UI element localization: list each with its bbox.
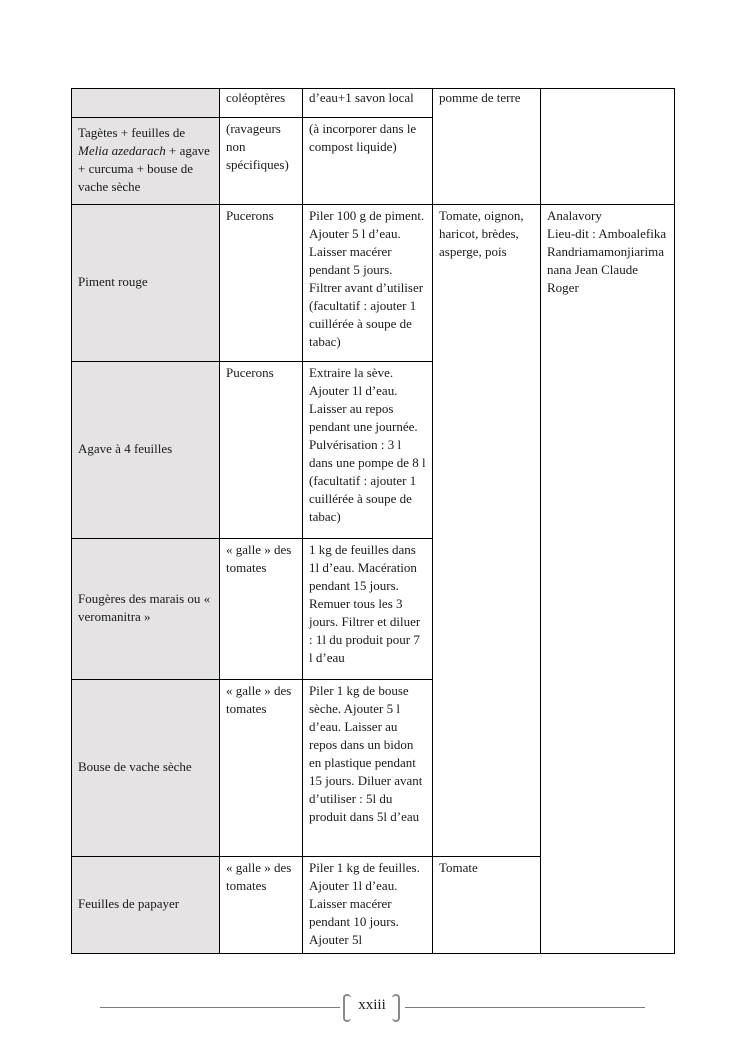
biopesticide-table [71, 88, 675, 954]
crops-cell: Tomate [433, 857, 541, 954]
preparation-cell: Piler 1 kg de bouse sèche. Ajouter 5 l d’eau. Laisser au repos dans un bidon en plastique pendant 15 jours. Diluer avant d’utiliser : 5l du produit dans 5l d’eau [303, 680, 433, 857]
source-cell [541, 89, 675, 205]
table-row [72, 89, 675, 118]
document-table-container [71, 88, 674, 954]
preparation-cell: Piler 100 g de piment. Ajouter 5 l d’eau. Laisser macérer pendant 5 jours. Filtrer avant d’utiliser (facultatif : ajouter 1 cuillérée à soupe de tabac) [303, 205, 433, 362]
source-person: Randriamamonjiarimanana Jean Claude Roger [547, 244, 664, 295]
plant-cell: Fougères des marais ou « veromanitra » [72, 539, 220, 680]
source-cell [541, 205, 675, 954]
pest-cell: Pucerons [220, 362, 303, 539]
pest-cell: (ravageurs non spécifiques) [220, 118, 303, 205]
right-bracket-icon [392, 994, 400, 1022]
pest-cell: « galle » des tomates [220, 857, 303, 954]
pest-cell: « galle » des tomates [220, 680, 303, 857]
crops-cell: pomme de terre [433, 89, 541, 205]
plant-cell: Bouse de vache sèche [72, 680, 220, 857]
plant-name-scientific: Melia azedarach [78, 143, 166, 158]
footer-rule-left [100, 1007, 340, 1008]
source-locality: Lieu-dit : Amboalefika [547, 226, 667, 241]
preparation-cell: Extraire la sève. Ajouter 1l d’eau. Laisser au repos pendant une journée. Pulvérisation : 3 l dans une pompe de 8 l (facultatif : ajouter 1 cuillérée à soupe de tabac) [303, 362, 433, 539]
plant-name-suffix: + agave + curcuma + bouse de vache sèche [78, 143, 210, 194]
pest-cell: coléoptères [220, 89, 303, 118]
plant-cell [72, 89, 220, 118]
pest-cell: Pucerons [220, 205, 303, 362]
plant-name-prefix: Tagètes + feuilles de [78, 125, 186, 140]
preparation-cell: Piler 1 kg de feuilles. Ajouter 1l d’eau. Laisser macérer pendant 10 jours. Ajouter 5l [303, 857, 433, 954]
crops-cell: Tomate, oignon, haricot, brèdes, asperge, pois [433, 205, 541, 857]
preparation-cell: 1 kg de feuilles dans 1l d’eau. Macération pendant 15 jours. Remuer tous les 3 jours. Filtrer et diluer : 1l du produit pour 7 l d’eau [303, 539, 433, 680]
page-footer [100, 990, 645, 1024]
plant-cell [72, 118, 220, 205]
preparation-cell: d’eau+1 savon local [303, 89, 433, 118]
page-number: xxiii [358, 997, 386, 1013]
plant-cell: Agave à 4 feuilles [72, 362, 220, 539]
source-location: Analavory [547, 208, 602, 223]
plant-cell: Piment rouge [72, 205, 220, 362]
plant-cell: Feuilles de papayer [72, 857, 220, 954]
preparation-cell: (à incorporer dans le compost liquide) [303, 118, 433, 205]
pest-cell: « galle » des tomates [220, 539, 303, 680]
footer-rule-right [405, 1007, 645, 1008]
table-row [72, 205, 675, 362]
